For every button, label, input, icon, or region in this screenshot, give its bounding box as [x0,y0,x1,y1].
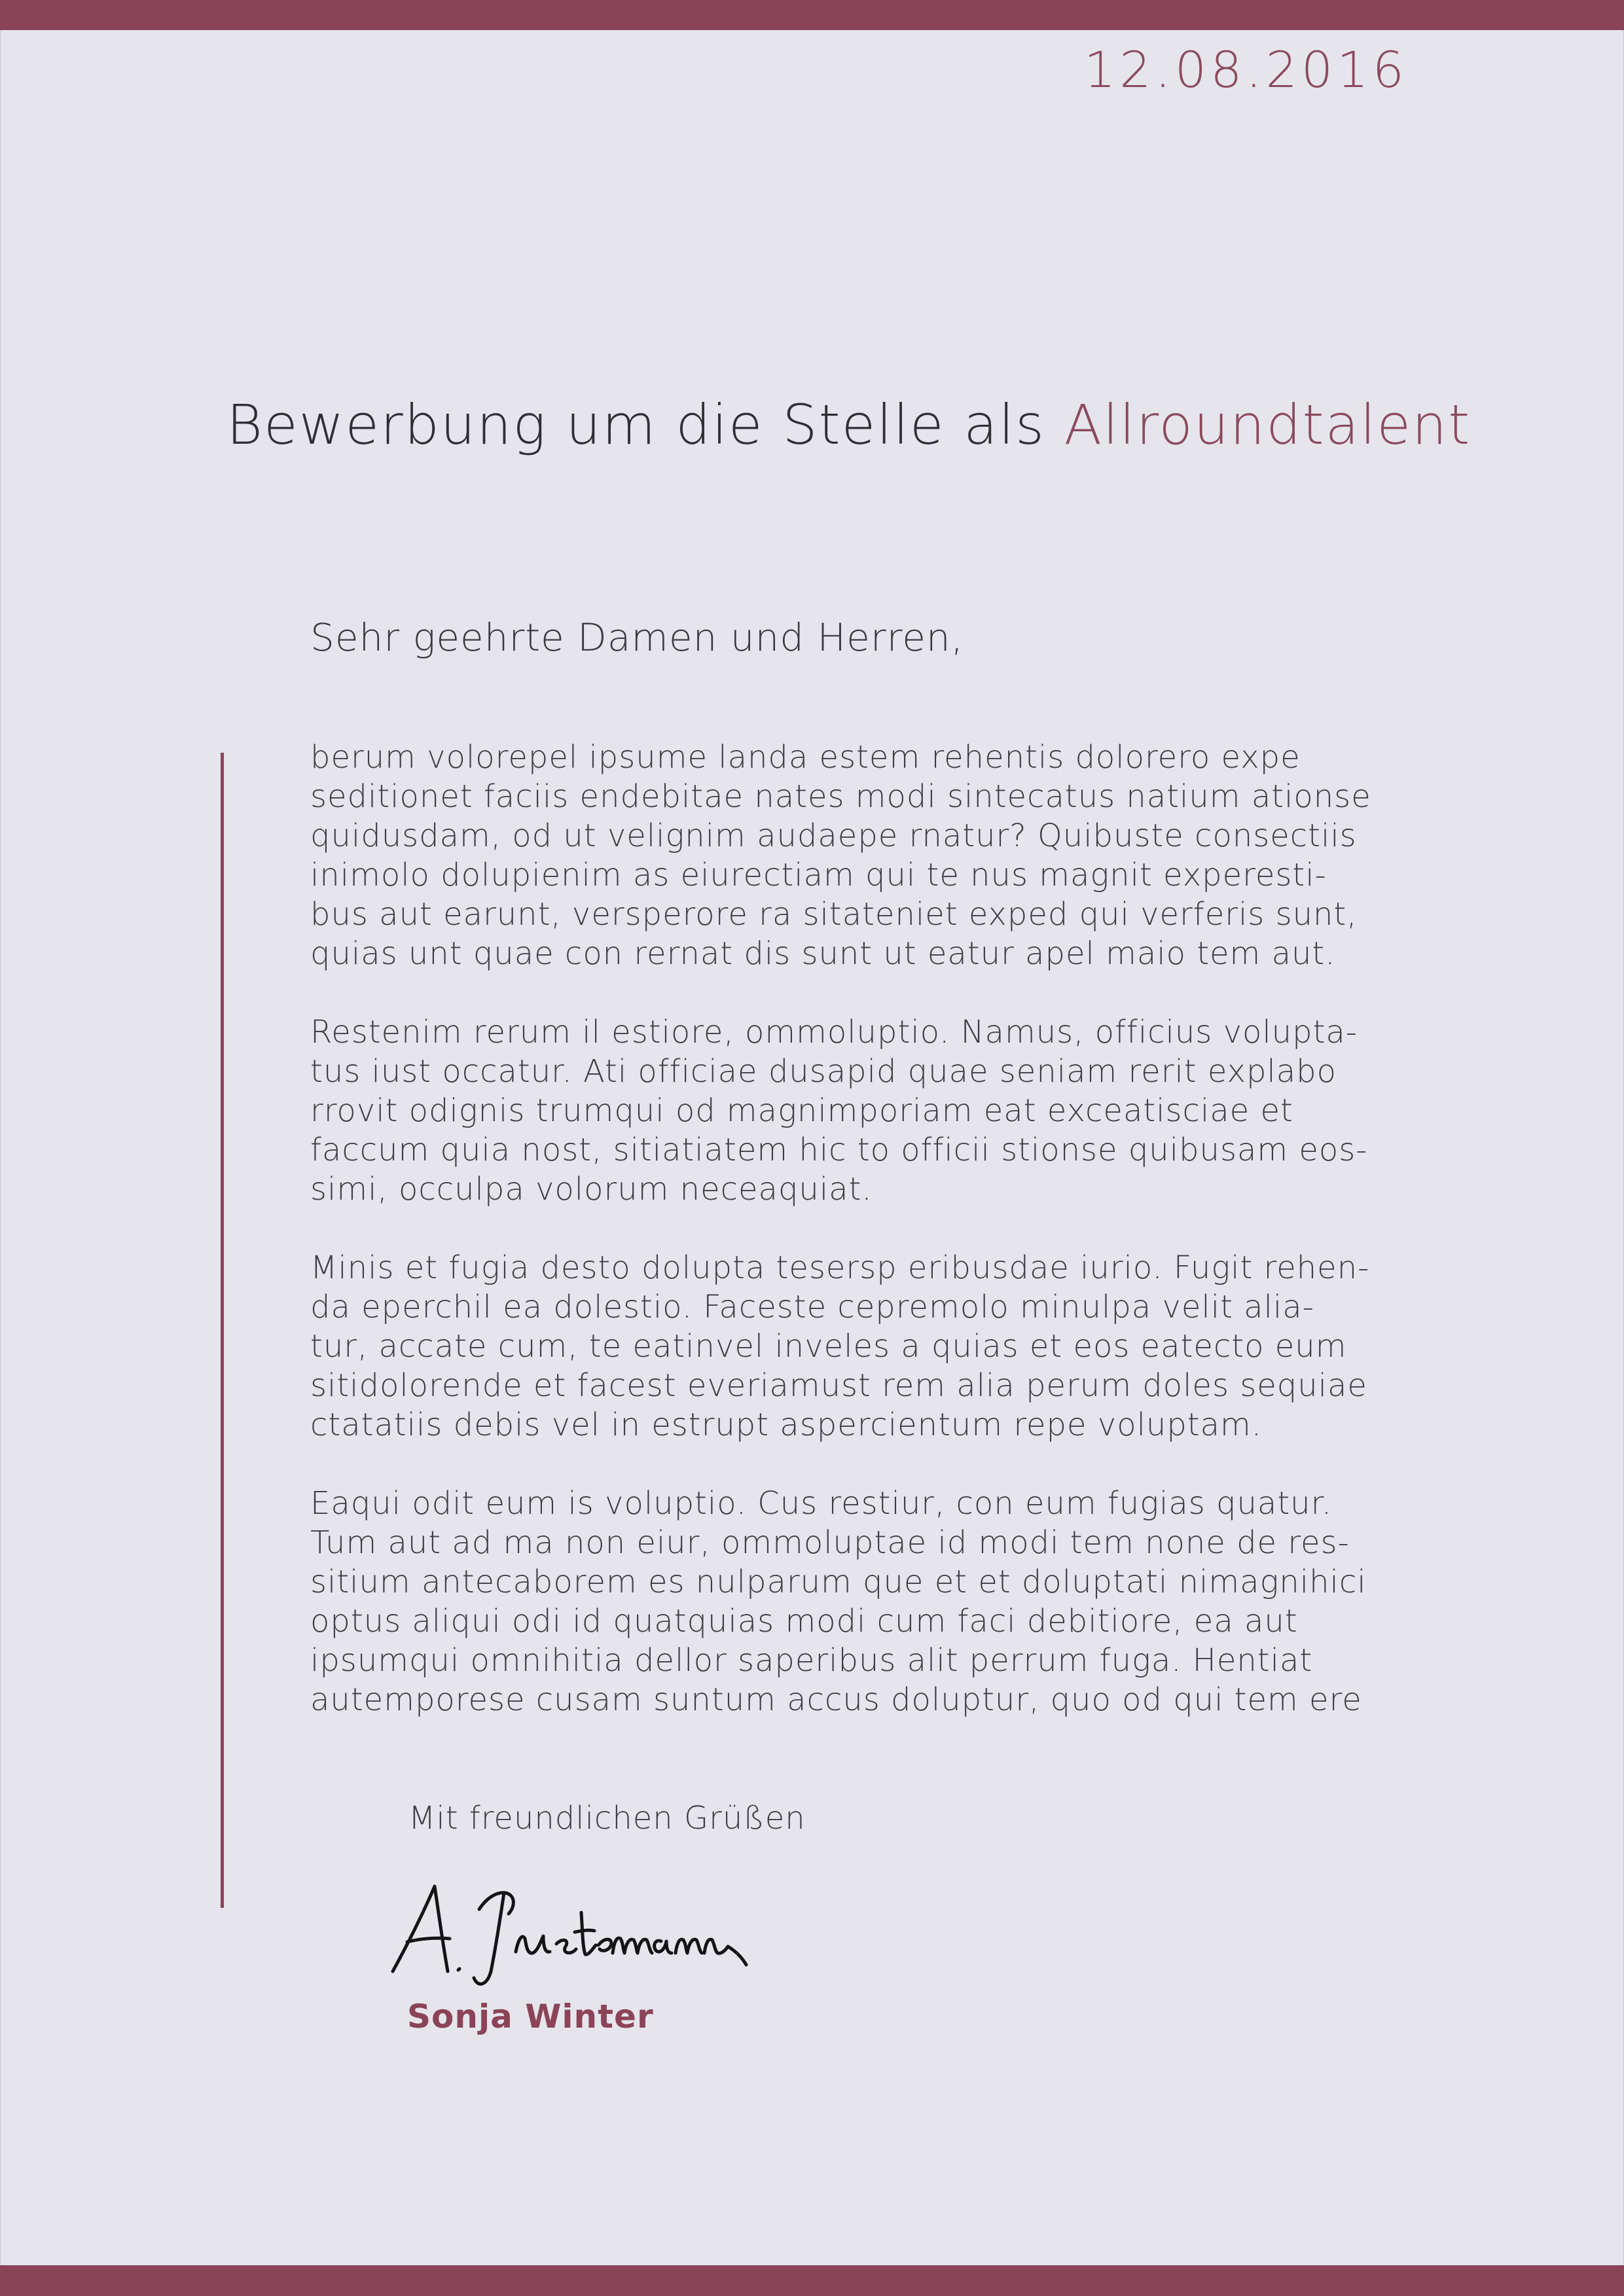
body-line: tus iust occatur. Ati officiae dusapid quae seniam rerit explabo [310,1053,1337,1090]
body-paragraph-4 [310,1484,1384,1719]
letter-body [310,738,1384,1759]
body-line: quias unt quae con rernat dis sunt ut eatur apel maio tem aut. [310,935,1336,972]
body-line: berum volorepel ipsume landa estem rehentis dolorero expe [310,739,1301,776]
subject-line [226,393,1471,457]
left-accent-line [221,753,224,1908]
letter-date: 12.08.2016 [1083,41,1408,99]
body-line: Minis et fugia desto dolupta tesersp eribusdae iurio. Fugit rehen- [310,1249,1370,1286]
body-line: optus aliqui odi id quatquias modi cum faci debitiore, ea aut [310,1603,1298,1640]
body-line: ipsumqui omnihitia dellor saperibus alit perrum fuga. Hentiat [310,1642,1313,1679]
body-line: simi, occulpa volorum neceaquiat. [310,1171,873,1208]
body-line: Restenim rerum il estiore, ommoluptio. Namus, officius volupta- [310,1014,1358,1050]
body-line: sitidolorende et facest everiamust rem alia perum doles sequiae [310,1367,1367,1404]
body-line: Tum aut ad ma non eiur, ommoluptae id modi tem none de res- [310,1524,1350,1561]
bottom-accent-bar [0,2265,1624,2296]
body-line: Eaqui odit eum is voluptio. Cus restiur, con eum fugias quatur. [310,1485,1333,1522]
closing-phrase: Mit freundlichen Grüßen [408,1800,806,1837]
body-line: sitium antecaborem es nulparum que et et doluptati nimagnihici [310,1564,1367,1600]
body-line: tur, accate cum, te eatinvel inveles a quias et eos eatecto eum [310,1328,1347,1365]
sender-name: Sonja Winter [407,1998,654,2036]
body-paragraph-2 [310,1013,1384,1209]
body-line: seditionet faciis endebitae nates modi sintecatus natium ationse [310,778,1371,815]
body-line: bus aut earunt, versperore ra sitateniet exped qui verferis sunt, [310,896,1358,933]
body-paragraph-1 [310,738,1384,973]
body-line: faccum quia nost, sitiatiatem hic to officii stionse quibusam eos- [310,1132,1368,1168]
body-paragraph-3 [310,1248,1384,1444]
salutation: Sehr geehrte Damen und Herren, [310,615,964,660]
subject-position: Allroundtalent [1064,393,1471,457]
top-accent-bar [0,0,1624,30]
body-line: quidusdam, od ut velignim audaepe rnatur? Quibuste consectiis [310,817,1357,854]
body-line: ctatatiis debis vel in estrupt aspercientum repe voluptam. [310,1407,1263,1443]
body-line: inimolo dolupienim as eiurectiam qui te nus magnit experesti- [310,857,1327,893]
handwritten-signature [388,1873,767,1991]
subject-prefix: Bewerbung um die Stelle als [226,393,1064,457]
body-line: rrovit odignis trumqui od magnimporiam eat exceatisciae et [310,1092,1293,1129]
body-line: autemporese cusam suntum accus doluptur, quo od qui tem ere [310,1681,1362,1718]
body-line: da eperchil ea dolestio. Faceste cepremolo minulpa velit alia- [310,1289,1314,1325]
